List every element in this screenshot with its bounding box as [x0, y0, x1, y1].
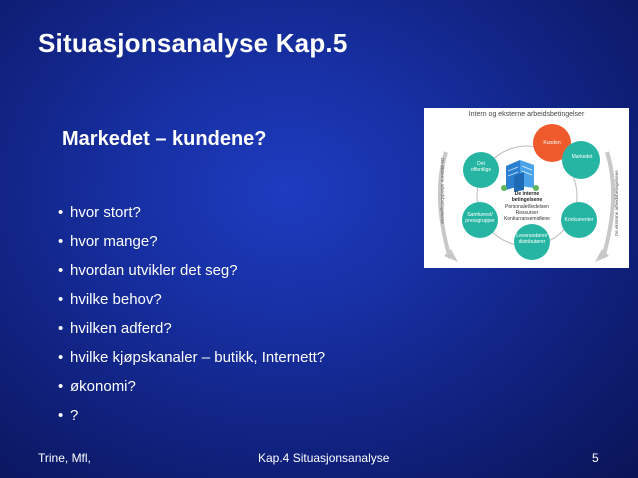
center-title: De interne betingelsene — [511, 191, 543, 203]
list-item — [58, 314, 325, 343]
bullet-text: hvilken adferd? — [70, 320, 172, 337]
node-kunden-label: Kunden — [543, 140, 561, 146]
center-line: Personalet/ledelsen — [505, 204, 549, 210]
bullet-text: økonomi? — [70, 378, 136, 395]
node-samfunnet-label: Samfunnet/ pressgrupper — [465, 212, 495, 224]
left-side-label: De eksterne arbeidsbetingelsene — [440, 158, 445, 224]
list-item — [58, 256, 325, 285]
bullet-text: hvordan utvikler det seg? — [70, 262, 238, 279]
slide-subtitle: Markedet – kundene? — [62, 128, 267, 150]
list-item — [58, 372, 325, 401]
node-markedet-label: Markedet — [571, 154, 593, 160]
bullet-icon: • — [58, 349, 64, 366]
bullet-text: hvor stort? — [70, 204, 141, 221]
right-arrow-icon — [603, 152, 613, 258]
bullet-text: hvilke behov? — [70, 291, 162, 308]
node-det-offentlige-label: Det offentlige — [470, 161, 492, 173]
list-item — [58, 401, 325, 430]
center-line: Ressurser — [515, 210, 539, 216]
node-konkurrenter-label: Konkurrenter — [564, 217, 594, 223]
bullet-icon: • — [58, 262, 64, 279]
bullet-list — [58, 198, 325, 430]
bullet-icon: • — [58, 233, 64, 250]
footer-author: Trine, Mfl, — [38, 451, 91, 465]
node-leverandorer-label: Leverandører/ distributører — [516, 233, 548, 245]
bullet-icon: • — [58, 378, 64, 395]
right-side-label: De eksterne arbeidsbetingelsene — [614, 170, 619, 236]
bullet-icon: • — [58, 291, 64, 308]
list-item — [58, 198, 325, 227]
footer-chapter: Kap.4 Situasjonsanalyse — [258, 451, 390, 465]
bullet-text: hvilke kjøpskanaler – butikk, Internett? — [70, 349, 326, 366]
bullet-text: hvor mange? — [70, 233, 158, 250]
building-icon — [501, 160, 539, 192]
bullet-icon: • — [58, 320, 64, 337]
list-item — [58, 285, 325, 314]
bullet-text: ? — [70, 407, 79, 424]
list-item — [58, 343, 325, 372]
slide-title: Situasjonsanalyse Kap.5 — [38, 28, 348, 58]
work-conditions-diagram — [424, 108, 629, 268]
center-line: Konkurransemidlene — [504, 216, 550, 222]
page-number: 5 — [592, 451, 599, 465]
bullet-icon: • — [58, 407, 64, 424]
list-item — [58, 227, 325, 256]
node-markedet-circle — [562, 141, 600, 179]
bullet-icon: • — [58, 204, 64, 221]
diagram-title: Intern og eksterne arbeidsbetingelser — [468, 111, 585, 118]
